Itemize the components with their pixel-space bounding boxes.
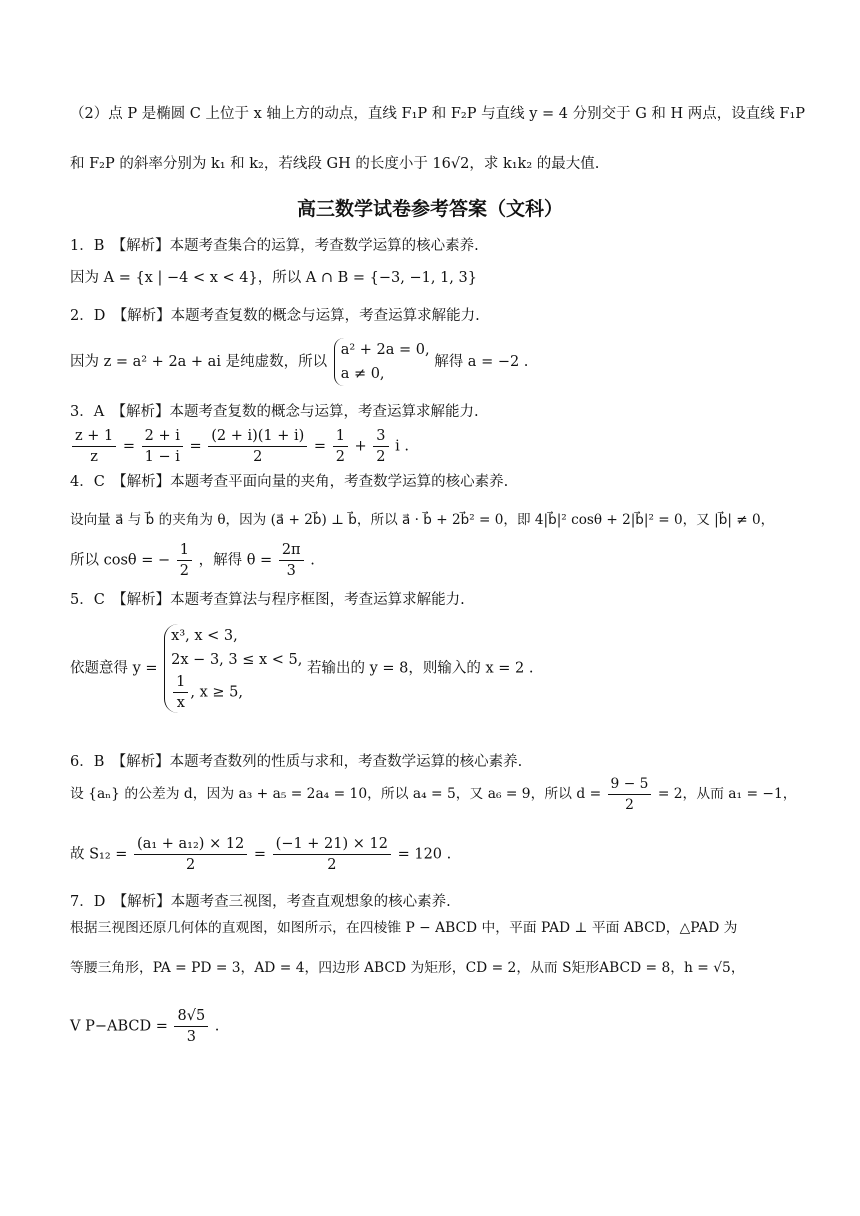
fraction: $\frac{9 - 5}{2}$ [608, 774, 652, 815]
question-line-2: 和 F₂P 的斜率分别为 k₁ 和 k₂，若线段 GH 的长度小于 16√2，求 k₁k₂ 的最大值. [70, 156, 600, 172]
answer-5-pre: 依题意得 y = [70, 660, 158, 677]
fraction: $\frac{2\pi}{3}$ [279, 540, 304, 581]
answer-5-cases [164, 624, 302, 713]
fraction: $\frac{(-1 + 21) \times 12}{2}$ [273, 834, 391, 875]
fraction: $\frac{1}{2}$ [333, 426, 348, 467]
answer-2-body [70, 338, 800, 386]
answer-6-pre: 设 {aₙ} 的公差为 d，因为 a₃ + a₅ = 2a₄ = 10，所以 a₄ = 5，又 a₆ = 9，所以 d = [70, 786, 602, 802]
answer-7-line-2: 等腰三角形，PA = PD = 3，AD = 4，四边形 ABCD 为矩形，CD = 2，从而 S矩形ABCD = 8，h = √5， [70, 960, 745, 976]
answer-6-post: = 2，从而 a₁ = −1， [657, 786, 797, 802]
answer-5-case-1: x³, x < 3, [171, 628, 238, 644]
answer-5-head: 5．C 【解析】本题考查算法与程序框图，考查运算求解能力. [70, 592, 465, 608]
answer-5-case-3: $\frac{1}{x}$ , x ≥ 5, [171, 672, 302, 713]
answer-1-head: 1．B 【解析】本题考查集合的运算，考查数学运算的核心素养. [70, 238, 479, 254]
answer-3-tail: i . [395, 438, 409, 455]
answer-5-post: 若输出的 y = 8，则输入的 x = 2 . [306, 660, 534, 677]
answer-2-text-pre: 因为 z = a² + 2a + ai 是纯虚数，所以 [70, 354, 328, 370]
answer-7-volume-post: . [214, 1018, 220, 1035]
answer-7-volume-pre: V P−ABCD = [70, 1018, 168, 1035]
answer-6-sum-post: = 120 . [397, 846, 452, 863]
answer-4-head: 4．C 【解析】本题考查平面向量的夹角，考查数学运算的核心素养. [70, 474, 509, 490]
page-title: 高三数学试卷参考答案（文科） [296, 198, 563, 220]
fraction: $\frac{8√5}{3}$ [174, 1006, 208, 1047]
question-line-1: （2）点 P 是椭圆 C 上位于 x 轴上方的动点，直线 F₁P 和 F₂P 与直线 y = 4 分别交于 G 和 H 两点，设直线 F₁P [70, 106, 806, 122]
answer-7-line-1: 根据三视图还原几何体的直观图，如图所示，在四棱锥 P − ABCD 中，平面 PAD ⊥ 平面 ABCD，△PAD 为 [70, 920, 738, 936]
fraction: $\frac{3}{2}$ [373, 426, 388, 467]
answer-3-head: 3．A 【解析】本题考查复数的概念与运算，考查运算求解能力. [70, 404, 479, 420]
answer-7-volume [70, 1006, 800, 1047]
answer-6-sum: 故 S₁₂ = $\frac{\text{(a₁ + a₁₂) × 12}}{2}$ = $\frac{(-1 + 21) \times 12}{2}$ = 120 . [70, 836, 452, 873]
answer-4-pre: 所以 cosθ = − [70, 552, 171, 569]
fraction: $\frac{z + 1}{z}$ [72, 426, 116, 467]
answer-6-sum-pre: 故 S₁₂ = [70, 846, 128, 863]
answer-4-result [70, 540, 800, 581]
answer-2-case-2: a ≠ 0, [340, 366, 385, 382]
answer-2-head: 2．D 【解析】本题考查复数的概念与运算，考查运算求解能力. [70, 308, 480, 324]
answer-2-text-post: 解得 a = −2 . [434, 354, 529, 370]
answer-4-end: . [310, 552, 315, 569]
answer-6-head: 6．B 【解析】本题考查数列的性质与求和，考查数学运算的核心素养. [70, 754, 523, 770]
fraction: $\frac{2 + i}{1 - i}$ [142, 426, 183, 467]
fraction: $\frac{\text{(a₁ + a₁₂) × 12}}{2}$ [134, 834, 247, 875]
answer-2-cases [334, 338, 430, 386]
fraction: $\frac{1}{x}$ [173, 672, 188, 713]
answer-6-body [70, 774, 800, 815]
answer-4-mid: ，解得 θ = [198, 552, 273, 569]
answer-5-body [70, 624, 800, 713]
fraction: $\frac{1}{2}$ [177, 540, 192, 581]
fraction: $\frac{(2 + i)(1 + i)}{2}$ [208, 426, 307, 467]
answer-4-body: 设向量 a⃗ 与 b⃗ 的夹角为 θ，因为 (a⃗ + 2b⃗) ⊥ b⃗，所以 a⃗ · b⃗ + 2b⃗² = 0，即 4|b⃗|² cosθ + 2|b⃗|² = 0，又 |b⃗| ≠ 0， [70, 512, 775, 528]
answer-7-head: 7．D 【解析】本题考查三视图，考查直观想象的核心素养. [70, 894, 451, 910]
answer-2-case-1: a² + 2a = 0, [340, 342, 430, 358]
answer-1-body: 因为 A = {x | −4 < x < 4}，所以 A ∩ B = {−3, −1, 1, 3} [70, 270, 477, 286]
answer-5-case-2: 2x − 3, 3 ≤ x < 5, [171, 652, 303, 668]
answer-3-body: $\frac{z + 1}{z}$ = $\frac{2 + i}{1 - i}$ = $\frac{(2 + i)(1 + i)}{2}$ = $\frac{1}{2}$ + $\frac{3}{2}$ i . [70, 426, 800, 467]
